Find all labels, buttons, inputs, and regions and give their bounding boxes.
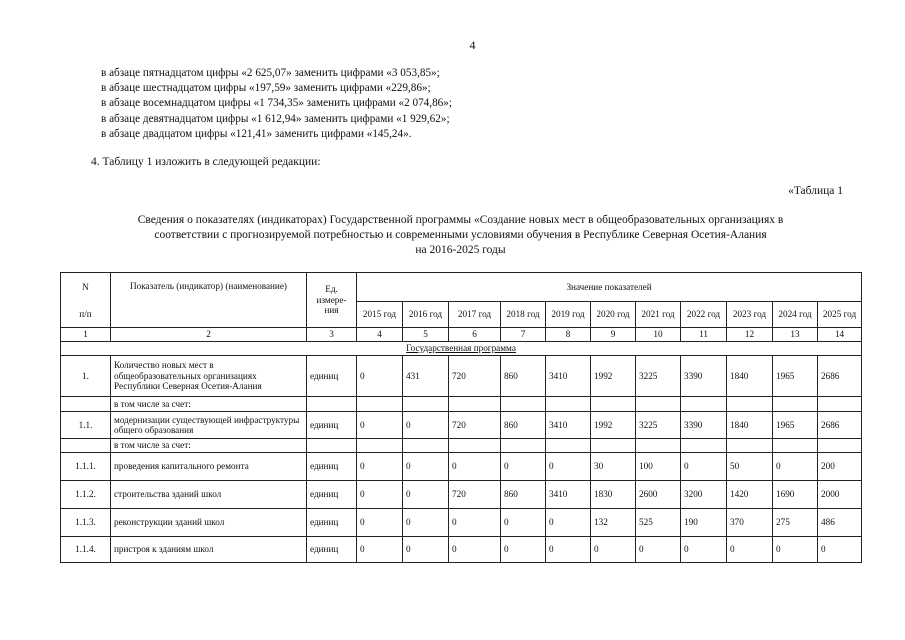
row-value: 0: [449, 509, 501, 537]
table-row: [61, 397, 862, 412]
row-unit: единиц: [307, 412, 357, 439]
row-value: [727, 439, 773, 453]
year-header: 2016 год: [403, 302, 449, 328]
row-indicator-name: модернизации существующей инфраструктуры общего образования: [111, 412, 307, 439]
row-value: 0: [403, 481, 449, 509]
year-header: 2018 год: [501, 302, 546, 328]
row-value: 860: [501, 412, 546, 439]
row-value: 0: [403, 537, 449, 563]
item-4-paragraph: 4. Таблицу 1 изложить в следующей редакции:: [91, 156, 321, 168]
row-value: [773, 397, 818, 412]
year-header: 2020 год: [591, 302, 636, 328]
column-numbers-row: [61, 328, 862, 342]
row-value: 0: [449, 453, 501, 481]
row-value: 3410: [546, 412, 591, 439]
row-value: 1840: [727, 412, 773, 439]
row-unit: единиц: [307, 481, 357, 509]
table-row: [61, 481, 862, 509]
table-row: [61, 453, 862, 481]
row-value: [818, 397, 862, 412]
section-row: [61, 342, 862, 356]
column-number: 13: [773, 328, 818, 342]
row-number: 1.1.2.: [61, 481, 111, 509]
row-value: [727, 397, 773, 412]
row-unit: единиц: [307, 537, 357, 563]
row-value: 720: [449, 412, 501, 439]
row-value: [403, 397, 449, 412]
row-value: 190: [681, 509, 727, 537]
row-value: [591, 439, 636, 453]
row-value: 0: [818, 537, 862, 563]
row-indicator-name: в том числе за счет:: [111, 439, 307, 453]
row-number: 1.1.1.: [61, 453, 111, 481]
row-value: [546, 397, 591, 412]
row-value: 2600: [636, 481, 681, 509]
row-value: [681, 439, 727, 453]
indicators-table: [60, 272, 862, 563]
row-value: 0: [773, 453, 818, 481]
row-value: 0: [357, 453, 403, 481]
row-value: [818, 439, 862, 453]
row-value: 860: [501, 356, 546, 397]
row-value: 0: [403, 453, 449, 481]
table-row: [61, 356, 862, 397]
row-value: 0: [449, 537, 501, 563]
year-header: 2017 год: [449, 302, 501, 328]
row-value: 3390: [681, 412, 727, 439]
row-value: 0: [681, 453, 727, 481]
column-number: 14: [818, 328, 862, 342]
row-value: 0: [501, 453, 546, 481]
row-value: 0: [403, 412, 449, 439]
row-value: [636, 439, 681, 453]
row-value: [449, 397, 501, 412]
column-number: 8: [546, 328, 591, 342]
row-value: 0: [357, 356, 403, 397]
table-row: [61, 412, 862, 439]
row-value: 3200: [681, 481, 727, 509]
row-value: 0: [546, 509, 591, 537]
header-row: [61, 273, 862, 302]
row-value: 370: [727, 509, 773, 537]
row-value: [403, 439, 449, 453]
row-value: [546, 439, 591, 453]
amendment-item: в абзаце шестнадцатом цифры «197,59» заменить цифрами «229,86»;: [101, 82, 431, 95]
row-indicator-name: Количество новых мест в общеобразовательных организациях Республики Северная Осетия-Алания: [111, 356, 307, 397]
header-values-group: Значение показателей: [357, 273, 862, 302]
row-number: [61, 439, 111, 453]
row-value: 200: [818, 453, 862, 481]
row-value: 0: [357, 537, 403, 563]
row-value: [357, 397, 403, 412]
row-value: 0: [681, 537, 727, 563]
row-unit: [307, 397, 357, 412]
row-value: 525: [636, 509, 681, 537]
row-value: 0: [546, 453, 591, 481]
row-value: 1420: [727, 481, 773, 509]
row-indicator-name: пристроя к зданиям школ: [111, 537, 307, 563]
row-value: 30: [591, 453, 636, 481]
row-value: 0: [501, 509, 546, 537]
row-value: 720: [449, 356, 501, 397]
row-unit: единиц: [307, 453, 357, 481]
row-value: 3225: [636, 356, 681, 397]
row-value: 0: [591, 537, 636, 563]
row-value: [681, 397, 727, 412]
column-number: 5: [403, 328, 449, 342]
title-line: на 2016-2025 годы: [415, 244, 506, 256]
year-header: 2025 год: [818, 302, 862, 328]
row-value: [501, 397, 546, 412]
row-value: 1965: [773, 412, 818, 439]
row-value: 2000: [818, 481, 862, 509]
row-value: 0: [357, 481, 403, 509]
row-value: [449, 439, 501, 453]
year-header: 2023 год: [727, 302, 773, 328]
row-value: 1965: [773, 356, 818, 397]
header-n: N: [61, 273, 111, 302]
column-number: 1: [61, 328, 111, 342]
column-number: 6: [449, 328, 501, 342]
row-value: 860: [501, 481, 546, 509]
row-value: 2686: [818, 412, 862, 439]
table-row: [61, 439, 862, 453]
table-title: [60, 213, 861, 258]
column-number: 2: [111, 328, 307, 342]
row-value: [357, 439, 403, 453]
row-number: 1.1.4.: [61, 537, 111, 563]
row-value: 720: [449, 481, 501, 509]
row-indicator-name: реконструкции зданий школ: [111, 509, 307, 537]
row-value: 1690: [773, 481, 818, 509]
column-number: 7: [501, 328, 546, 342]
section-label: Государственная программа: [61, 342, 862, 356]
row-value: 0: [727, 537, 773, 563]
row-unit: [307, 439, 357, 453]
column-number: 4: [357, 328, 403, 342]
row-unit: единиц: [307, 509, 357, 537]
row-value: 1992: [591, 356, 636, 397]
row-value: [636, 397, 681, 412]
year-header: 2021 год: [636, 302, 681, 328]
year-header: 2019 год: [546, 302, 591, 328]
header-unit: Ед. измере-ния: [307, 273, 357, 328]
row-indicator-name: строительства зданий школ: [111, 481, 307, 509]
amendment-item: в абзаце пятнадцатом цифры «2 625,07» заменить цифрами «3 053,85»;: [101, 67, 440, 79]
row-value: 132: [591, 509, 636, 537]
row-number: [61, 397, 111, 412]
amendment-item: в абзаце девятнадцатом цифры «1 612,94» заменить цифрами «1 929,62»;: [101, 112, 450, 125]
row-value: 3390: [681, 356, 727, 397]
row-value: [501, 439, 546, 453]
row-value: 0: [773, 537, 818, 563]
row-value: 3225: [636, 412, 681, 439]
amendment-item: в абзаце восемнадцатом цифры «1 734,35» заменить цифрами «2 074,86»;: [101, 97, 452, 110]
page-number: 4: [469, 38, 476, 52]
row-number: 1.1.3.: [61, 509, 111, 537]
row-value: 0: [546, 537, 591, 563]
header-indicator: Показатель (индикатор) (наименование): [111, 273, 307, 328]
column-number: 12: [727, 328, 773, 342]
row-value: 1992: [591, 412, 636, 439]
year-header: 2022 год: [681, 302, 727, 328]
row-value: 3410: [546, 356, 591, 397]
row-value: 0: [501, 537, 546, 563]
amendment-list: [101, 66, 452, 142]
row-value: 486: [818, 509, 862, 537]
row-number: 1.: [61, 356, 111, 397]
row-indicator-name: проведения капитального ремонта: [111, 453, 307, 481]
table-row: [61, 509, 862, 537]
row-unit: единиц: [307, 356, 357, 397]
row-value: 0: [357, 412, 403, 439]
column-number: 10: [636, 328, 681, 342]
row-value: 1840: [727, 356, 773, 397]
year-header: 2024 год: [773, 302, 818, 328]
title-line: Сведения о показателях (индикаторах) Государственной программы «Создание новых мест в общеобразовательных организациях в: [137, 214, 784, 226]
row-value: 2686: [818, 356, 862, 397]
row-value: [591, 397, 636, 412]
row-value: 3410: [546, 481, 591, 509]
row-value: 275: [773, 509, 818, 537]
row-indicator-name: в том числе за счет:: [111, 397, 307, 412]
row-value: 0: [403, 509, 449, 537]
title-line: соответствии с прогнозируемой потребностью и современными условиями обучения в Республике Северная Осетия-Алания: [154, 229, 767, 241]
row-number: 1.1.: [61, 412, 111, 439]
table-caption: «Таблица 1: [788, 185, 843, 197]
column-number: 3: [307, 328, 357, 342]
amendment-item: в абзаце двадцатом цифры «121,41» заменить цифрами «145,24».: [101, 127, 412, 140]
header-pp: п/п: [61, 302, 111, 328]
row-value: 0: [357, 509, 403, 537]
row-value: 1830: [591, 481, 636, 509]
column-number: 11: [681, 328, 727, 342]
column-number: 9: [591, 328, 636, 342]
row-value: 100: [636, 453, 681, 481]
row-value: [773, 439, 818, 453]
row-value: 50: [727, 453, 773, 481]
year-header: 2015 год: [357, 302, 403, 328]
row-value: 431: [403, 356, 449, 397]
row-value: 0: [636, 537, 681, 563]
table-row: [61, 537, 862, 563]
